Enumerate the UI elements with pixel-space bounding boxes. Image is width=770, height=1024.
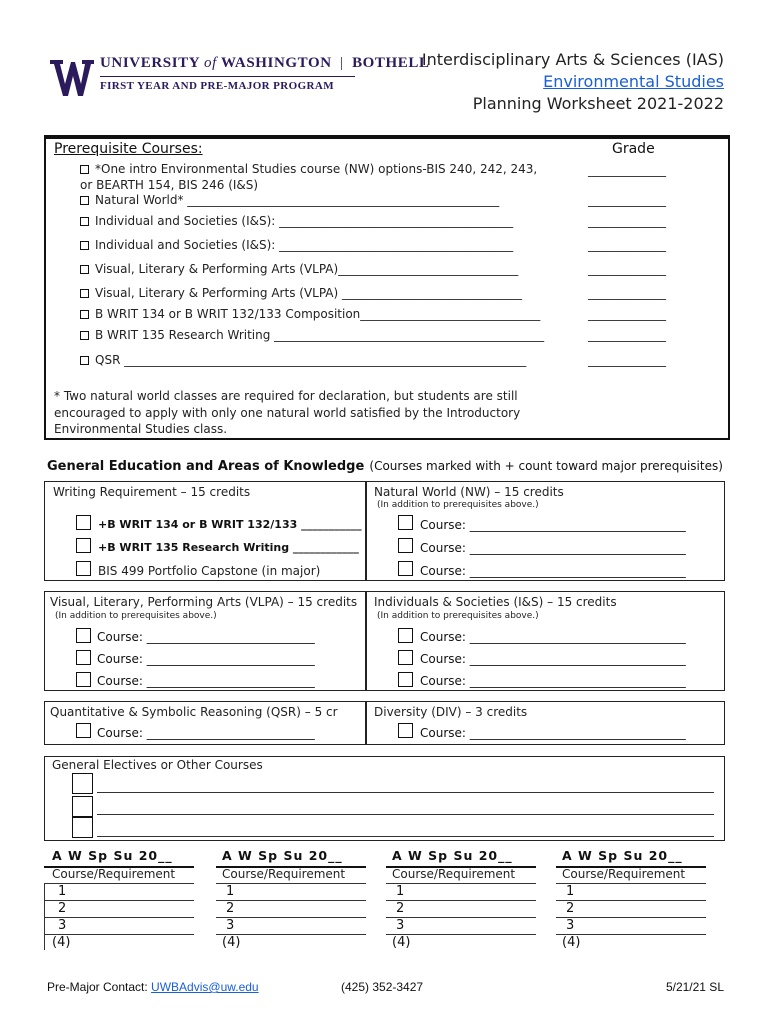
elective-line[interactable] [97, 836, 714, 837]
footer-contact-label: Pre-Major Contact: [47, 980, 148, 994]
quarter-rule [556, 883, 706, 884]
checkbox[interactable] [72, 773, 93, 794]
checkbox[interactable] [76, 650, 91, 665]
grade-blank[interactable]: _____________ [588, 307, 666, 321]
checkbox[interactable] [398, 515, 413, 530]
checkbox[interactable] [80, 165, 89, 174]
header-worksheet-title: Planning Worksheet 2021-2022 [472, 94, 724, 113]
prereq-item-vlpa-2[interactable]: Visual, Literary & Performing Arts (VLPA) ______________________________ [80, 286, 522, 300]
grade-blank[interactable]: _____________ [588, 163, 666, 177]
qsr-course-field[interactable]: Course: ____________________________ [97, 726, 315, 740]
vlpa-course-field[interactable]: Course: ____________________________ [97, 630, 315, 644]
quarter-row-3[interactable]: 3 [396, 918, 405, 933]
elective-line[interactable] [97, 792, 714, 793]
uw-logo-w [50, 58, 94, 98]
quarter-row-3[interactable]: 3 [566, 918, 575, 933]
is-note: (In addition to prerequisites above.) [377, 611, 539, 621]
quarter-rule [386, 900, 536, 901]
quarter-rule [44, 900, 194, 901]
nw-course-field[interactable]: Course: ____________________________________ [420, 541, 686, 555]
checkbox[interactable] [398, 650, 413, 665]
is-course-field[interactable]: Course: ____________________________________ [420, 630, 686, 644]
quarter-row-4[interactable]: (4) [562, 935, 581, 950]
div-course-field[interactable]: Course: ____________________________________ [420, 726, 686, 740]
prereq-item-intro-cont: or BEARTH 154, BIS 246 (I&S) [80, 178, 259, 192]
quarter-rule [44, 917, 194, 918]
prereq-item-bwrit134[interactable]: B WRIT 134 or B WRIT 132/133 Composition______________________________ [80, 307, 540, 321]
logo-divider [100, 76, 355, 77]
checkbox[interactable] [80, 289, 89, 298]
footer-date: 5/21/21 SL [665, 980, 724, 994]
grade-blank[interactable]: _____________ [588, 238, 666, 252]
checkbox[interactable] [76, 515, 91, 530]
checkbox[interactable] [80, 196, 89, 205]
prereq-note-line1: * Two natural world classes are required for declaration, but students are still [54, 389, 518, 403]
quarter-row-3[interactable]: 3 [58, 918, 67, 933]
nw-note: (In addition to prerequisites above.) [377, 500, 539, 510]
checkbox[interactable] [76, 561, 91, 576]
is-title: Individuals & Societies (I&S) – 15 credits [374, 595, 617, 609]
quarter-rule [386, 917, 536, 918]
prereq-item-qsr[interactable]: QSR ___________________________________________________________________ [80, 353, 526, 367]
qsr-title: Quantitative & Symbolic Reasoning (QSR) – 5 cr [50, 705, 338, 719]
checkbox[interactable] [72, 796, 93, 817]
quarter-row-2[interactable]: 2 [58, 901, 67, 916]
quarter-column [386, 848, 551, 948]
quarter-row-1[interactable]: 1 [58, 884, 67, 899]
quarter-rule [216, 917, 366, 918]
quarter-column [44, 848, 209, 948]
logo-subtitle: FIRST YEAR AND PRE-MAJOR PROGRAM [100, 80, 335, 92]
quarter-row-2[interactable]: 2 [566, 901, 575, 916]
checkbox[interactable] [76, 672, 91, 687]
electives-title: General Electives or Other Courses [52, 758, 263, 772]
writing-item-bwrit135: +B WRIT 135 Research Writing ____________ [98, 541, 359, 554]
footer-email-link[interactable]: UWBAdvis@uw.edu [151, 980, 259, 994]
quarter-rule [216, 883, 366, 884]
grade-blank[interactable]: _____________ [588, 262, 666, 276]
prereq-item-is-2[interactable]: Individual and Societies (I&S): _______________________________________ [80, 238, 513, 252]
div-title: Diversity (DIV) – 3 credits [374, 705, 528, 719]
quarter-row-1[interactable]: 1 [566, 884, 575, 899]
grade-blank[interactable]: _____________ [588, 286, 666, 300]
checkbox[interactable] [398, 723, 413, 738]
prereq-item-nw[interactable]: Natural World* ____________________________________________________ [80, 193, 499, 207]
footer-contact [47, 980, 259, 994]
quarter-row-4[interactable]: (4) [222, 935, 241, 950]
quarter-rule [216, 900, 366, 901]
checkbox[interactable] [76, 628, 91, 643]
checkbox[interactable] [80, 265, 89, 274]
is-course-field[interactable]: Course: ____________________________________ [420, 652, 686, 666]
prereq-note-line3: Environmental Studies class. [54, 422, 228, 436]
checkbox[interactable] [80, 331, 89, 340]
quarter-rule [556, 917, 706, 918]
quarter-col-label: Course/Requirement [52, 867, 176, 881]
is-course-field[interactable]: Course: ____________________________________ [420, 674, 686, 688]
quarter-heading[interactable]: A W Sp Su 20__ [222, 848, 343, 863]
checkbox[interactable] [72, 817, 93, 838]
grade-blank[interactable]: _____________ [588, 214, 666, 228]
elective-line[interactable] [97, 814, 714, 815]
prereq-item-vlpa-1[interactable]: Visual, Literary & Performing Arts (VLPA)______________________________ [80, 262, 518, 276]
vlpa-course-field[interactable]: Course: ____________________________ [97, 652, 315, 666]
footer-phone: (425) 352-3427 [341, 980, 424, 994]
quarter-row-4[interactable]: (4) [392, 935, 411, 950]
gen-ed-heading [47, 455, 723, 474]
quarter-heading[interactable]: A W Sp Su 20__ [562, 848, 683, 863]
gen-ed-title: General Education and Areas of Knowledge [47, 459, 365, 474]
prereq-item-bwrit135[interactable]: B WRIT 135 Research Writing _____________________________________________ [80, 328, 544, 342]
quarter-col-label: Course/Requirement [562, 867, 686, 881]
grade-blank[interactable]: _____________ [588, 353, 666, 367]
quarter-side-rule [44, 883, 45, 950]
quarter-rule [386, 883, 536, 884]
quarter-rule [44, 883, 194, 884]
header-major-link[interactable]: Environmental Studies [543, 72, 724, 91]
vlpa-course-field[interactable]: Course: ____________________________ [97, 674, 315, 688]
quarter-col-label: Course/Requirement [392, 867, 516, 881]
quarter-col-label: Course/Requirement [222, 867, 346, 881]
logo-wordmark: UNIVERSITY of WASHINGTON | BOTHELL [100, 55, 430, 71]
quarter-heading[interactable]: A W Sp Su 20__ [52, 848, 173, 863]
nw-course-field[interactable]: Course: ____________________________________ [420, 564, 686, 578]
writing-item-bis499: BIS 499 Portfolio Capstone (in major) [98, 564, 321, 578]
prereq-note-line2: encouraged to apply with only one natural world satisfied by the Introductory [54, 406, 521, 420]
vlpa-title: Visual, Literary, Performing Arts (VLPA) – 15 credits [50, 595, 358, 609]
checkbox[interactable] [398, 538, 413, 553]
checkbox[interactable] [80, 356, 89, 365]
quarter-planner [44, 848, 725, 948]
checkbox[interactable] [76, 538, 91, 553]
quarter-row-2[interactable]: 2 [396, 901, 405, 916]
quarter-heading[interactable]: A W Sp Su 20__ [392, 848, 513, 863]
quarter-rule [556, 900, 706, 901]
nw-title: Natural World (NW) – 15 credits [374, 485, 564, 499]
grade-blank[interactable]: _____________ [588, 328, 666, 342]
checkbox[interactable] [80, 241, 89, 250]
checkbox[interactable] [398, 628, 413, 643]
quarter-column [216, 848, 381, 948]
quarter-row-2[interactable]: 2 [226, 901, 235, 916]
quarter-column [556, 848, 721, 948]
checkbox[interactable] [80, 217, 89, 226]
quarter-row-4[interactable]: (4) [52, 935, 71, 950]
gen-ed-subtitle: (Courses marked with + count toward major prerequisites) [369, 459, 723, 473]
prereq-item-is-1[interactable]: Individual and Societies (I&S): _______________________________________ [80, 214, 513, 228]
grade-blank[interactable]: _____________ [588, 193, 666, 207]
grade-label: Grade [612, 141, 655, 157]
quarter-row-1[interactable]: 1 [396, 884, 405, 899]
vlpa-note: (In addition to prerequisites above.) [55, 611, 217, 621]
writing-item-bwrit134: +B WRIT 134 or B WRIT 132/133 ___________ [98, 518, 362, 531]
checkbox[interactable] [398, 561, 413, 576]
checkbox[interactable] [398, 672, 413, 687]
writing-title: Writing Requirement – 15 credits [53, 485, 251, 499]
quarter-row-3[interactable]: 3 [226, 918, 235, 933]
prereq-title: Prerequisite Courses: [54, 141, 203, 157]
prereq-item-intro[interactable]: *One intro Environmental Studies course (NW) options-BIS 240, 242, 243, [80, 162, 537, 176]
quarter-row-1[interactable]: 1 [226, 884, 235, 899]
checkbox[interactable] [80, 310, 89, 319]
checkbox[interactable] [76, 723, 91, 738]
header-program: Interdisciplinary Arts & Sciences (IAS) [421, 50, 724, 69]
nw-course-field[interactable]: Course: ____________________________________ [420, 518, 686, 532]
